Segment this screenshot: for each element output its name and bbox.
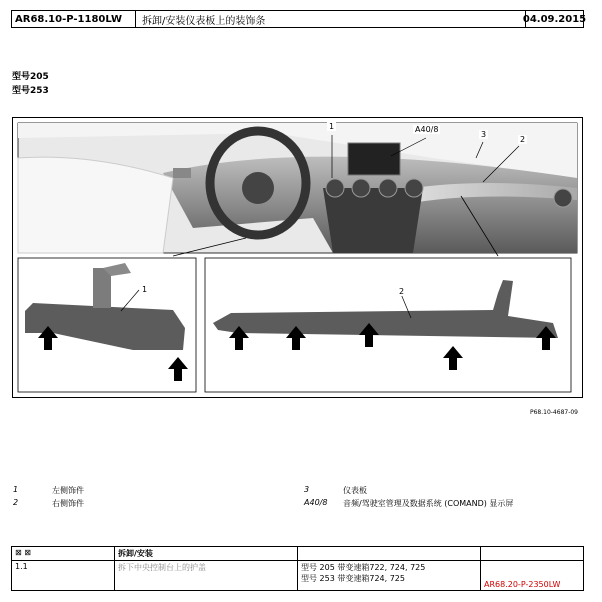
dashboard-figure [12, 117, 583, 398]
step-model-205: 型号 205 带变速箱722, 724, 725 [301, 563, 426, 572]
legend-num-a40: A40/8 [304, 498, 328, 507]
callout-2-main: 2 [520, 135, 526, 144]
step-models [298, 561, 481, 591]
callout-1-main: 1 [329, 122, 335, 131]
legend-text-1: 左侧饰件 [52, 486, 84, 495]
legend-num-1: 1 [13, 485, 19, 494]
center-console [323, 188, 423, 253]
table-row [12, 561, 584, 591]
table-icons: ⊠ ⊠ [12, 547, 115, 561]
door-panel [18, 157, 173, 253]
step-model-253: 型号 253 带变速箱724, 725 [301, 574, 405, 583]
step-number: 1.1 [12, 561, 115, 591]
model-205: 型号205 [12, 72, 49, 82]
figure-reference: P68.10-4687-09 [529, 409, 578, 416]
model-253: 型号253 [12, 86, 49, 96]
steering-hub [242, 172, 274, 204]
document-header [11, 10, 587, 28]
step-reference-link[interactable]: AR68.20-P-2350LW [484, 580, 561, 589]
step-action: 拆下中央控制台上的护盖 [115, 561, 298, 591]
step-reference-cell [481, 561, 584, 591]
document-id: AR68.10-P-1180LW [12, 11, 136, 27]
table-header: 拆卸/安装 [115, 547, 298, 561]
callout-3-main: 3 [481, 130, 487, 139]
dashboard-illustration [13, 118, 584, 399]
callout-a40-main: A40/8 [415, 125, 439, 134]
comand-display [348, 143, 400, 175]
legend-text-3: 仪表板 [343, 486, 367, 495]
legend-text-a40: 音频/驾驶室管理及数据系统 (COMAND) 显示屏 [343, 499, 514, 508]
legend-num-3: 3 [304, 485, 310, 494]
callout-1-left: 1 [142, 285, 148, 294]
procedure-table [11, 546, 584, 591]
document-date: 04.09.2015 [522, 13, 587, 25]
document-title: 拆卸/安装仪表板上的装饰条 [136, 11, 526, 27]
table-header-row [12, 547, 584, 561]
legend-num-2: 2 [13, 498, 19, 507]
callout-2-right: 2 [399, 287, 405, 296]
legend-text-2: 右侧饰件 [52, 499, 84, 508]
